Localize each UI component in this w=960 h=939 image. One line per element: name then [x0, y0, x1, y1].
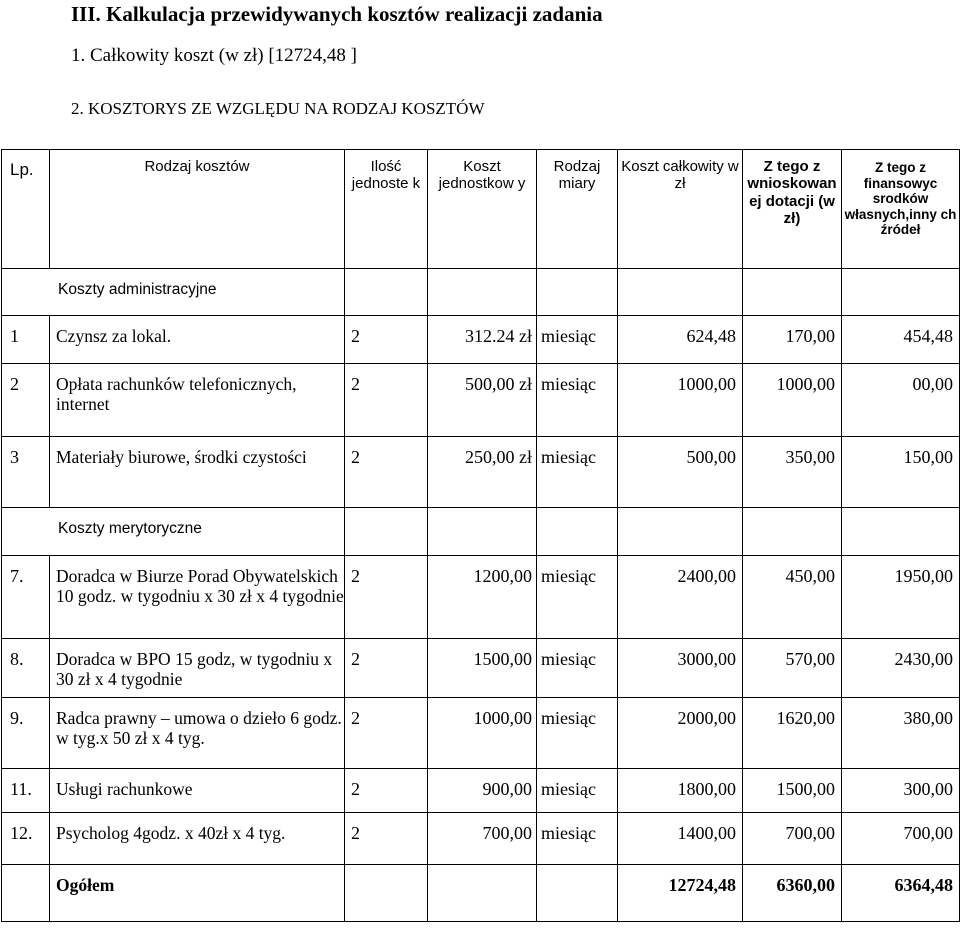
cell-lp: 8.	[2, 639, 50, 698]
cell-wlasne: 380,00	[842, 698, 960, 769]
cell-lp: 7.	[2, 556, 50, 639]
cell-unit-cost: 1200,00	[428, 556, 537, 639]
cell-measure: miesiąc	[537, 813, 618, 865]
cell-name: Opłata rachunków telefonicznych, internet	[50, 364, 345, 437]
cell-wlasne: 700,00	[842, 813, 960, 865]
cell-qty: 2	[345, 813, 428, 865]
cell-lp: 12.	[2, 813, 50, 865]
cell-lp: 2	[2, 364, 50, 437]
cell-unit-cost: 700,00	[428, 813, 537, 865]
cell-total: 2000,00	[618, 698, 743, 769]
table-row	[2, 364, 960, 437]
section-row-merit	[2, 508, 960, 556]
cell-name: Doradca w Biurze Porad Obywatelskich 10 godz. w tygodniu x 30 zł x 4 tygodnie	[50, 556, 345, 639]
header-z-wlasnych: Z tego z finansowyc srodków własnych,inny ch źródeł	[842, 150, 960, 269]
cell-total: 1400,00	[618, 813, 743, 865]
cell-name: Doradca w BPO 15 godz, w tygodniu x 30 zł x 4 tygodnie	[50, 639, 345, 698]
cell-name: Usługi rachunkowe	[50, 769, 345, 813]
header-koszt-calkowity: Koszt całkowity w zł	[618, 150, 743, 269]
cell-dotacja: 1500,00	[743, 769, 842, 813]
cell-dotacja: 1000,00	[743, 364, 842, 437]
table-row	[2, 316, 960, 364]
cell-wlasne: 1950,00	[842, 556, 960, 639]
table-row	[2, 639, 960, 698]
cell-qty: 2	[345, 364, 428, 437]
cell-unit-cost: 1500,00	[428, 639, 537, 698]
cell-dotacja: 450,00	[743, 556, 842, 639]
header-lp: Lp.	[2, 150, 50, 269]
cell-total: 1800,00	[618, 769, 743, 813]
cell-unit-cost: 900,00	[428, 769, 537, 813]
cost-table	[1, 149, 960, 922]
cell-wlasne: 2430,00	[842, 639, 960, 698]
cell-total: 500,00	[618, 437, 743, 508]
table-row	[2, 556, 960, 639]
cell-measure: miesiąc	[537, 364, 618, 437]
cell-wlasne: 150,00	[842, 437, 960, 508]
table-row	[2, 437, 960, 508]
cell-qty: 2	[345, 769, 428, 813]
total-wlasne: 6364,48	[842, 865, 960, 922]
cell-qty: 2	[345, 556, 428, 639]
cell-unit-cost: 312.24 zł	[428, 316, 537, 364]
cell-name: Materiały biurowe, środki czystości	[50, 437, 345, 508]
cell-name: Psycholog 4godz. x 40zł x 4 tyg.	[50, 813, 345, 865]
cell-qty: 2	[345, 698, 428, 769]
total-cost-line: 1. Całkowity koszt (w zł) [12724,48 ]	[71, 45, 358, 66]
header-rodzaj-kosztow: Rodzaj kosztów	[50, 150, 345, 269]
header-koszt-jednostkowy: Koszt jednostkow y	[428, 150, 537, 269]
cell-unit-cost: 1000,00	[428, 698, 537, 769]
cell-dotacja: 570,00	[743, 639, 842, 698]
table-row	[2, 769, 960, 813]
cell-name: Czynsz za lokal.	[50, 316, 345, 364]
cell-unit-cost: 250,00 zł	[428, 437, 537, 508]
cell-wlasne: 00,00	[842, 364, 960, 437]
total-koszt: 12724,48	[618, 865, 743, 922]
cell-total: 3000,00	[618, 639, 743, 698]
cell-qty: 2	[345, 437, 428, 508]
cell-lp: 9.	[2, 698, 50, 769]
total-label: Ogółem	[50, 865, 345, 922]
cell-lp: 11.	[2, 769, 50, 813]
kosztorys-heading: 2. KOSZTORYS ZE WZGLĘDU NA RODZAJ KOSZTÓW	[71, 99, 485, 118]
cell-wlasne: 454,48	[842, 316, 960, 364]
cell-name: Radca prawny – umowa o dzieło 6 godz. w tyg.x 50 zł x 4 tyg.	[50, 698, 345, 769]
cell-measure: miesiąc	[537, 316, 618, 364]
cell-qty: 2	[345, 639, 428, 698]
table-row	[2, 813, 960, 865]
section-title: III. Kalkulacja przewidywanych kosztów realizacji zadania	[71, 2, 603, 26]
header-row	[2, 150, 960, 269]
cell-qty: 2	[345, 316, 428, 364]
cell-lp: 1	[2, 316, 50, 364]
cell-wlasne: 300,00	[842, 769, 960, 813]
cell-measure: miesiąc	[537, 437, 618, 508]
total-row	[2, 865, 960, 922]
cell-measure: miesiąc	[537, 769, 618, 813]
cell-measure: miesiąc	[537, 556, 618, 639]
cell-dotacja: 170,00	[743, 316, 842, 364]
cell-measure: miesiąc	[537, 698, 618, 769]
cell-dotacja: 700,00	[743, 813, 842, 865]
cell-dotacja: 350,00	[743, 437, 842, 508]
cell-unit-cost: 500,00 zł	[428, 364, 537, 437]
header-ilosc: Ilość jednoste k	[345, 150, 428, 269]
cell-lp: 3	[2, 437, 50, 508]
section-row-admin	[2, 269, 960, 316]
cell-total: 624,48	[618, 316, 743, 364]
cell-measure: miesiąc	[537, 639, 618, 698]
section-label-merit: Koszty merytoryczne	[2, 508, 345, 556]
table-row	[2, 698, 960, 769]
header-rodzaj-miary: Rodzaj miary	[537, 150, 618, 269]
cell-total: 2400,00	[618, 556, 743, 639]
section-label-admin: Koszty administracyjne	[2, 269, 345, 316]
header-z-dotacji: Z tego z wnioskowan ej dotacji (w zł)	[743, 150, 842, 269]
cell-dotacja: 1620,00	[743, 698, 842, 769]
total-dotacja: 6360,00	[743, 865, 842, 922]
cell-total: 1000,00	[618, 364, 743, 437]
